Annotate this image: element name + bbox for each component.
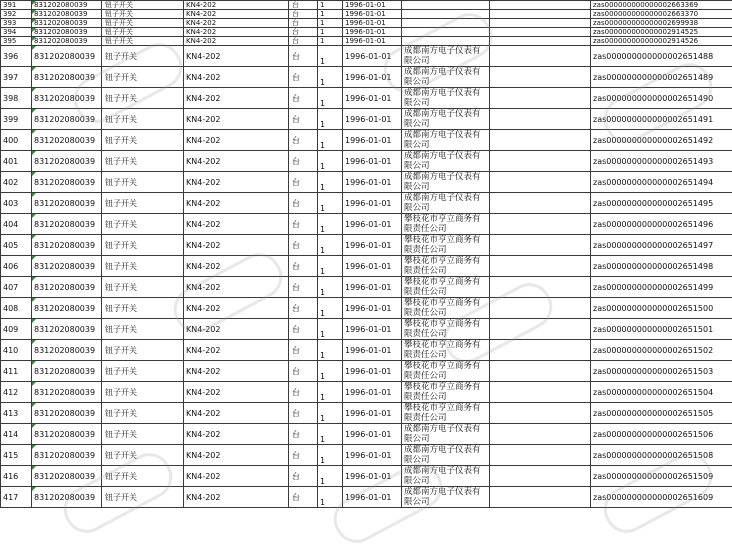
manufacturer-cell[interactable]: 攀枝花市亨立商务有限责任公司 xyxy=(402,403,490,424)
row-number[interactable]: 400 xyxy=(1,130,32,151)
asset-id-cell[interactable]: zas000000000000002663369 xyxy=(591,1,732,10)
manufacturer-cell[interactable] xyxy=(402,37,490,46)
unit-cell[interactable]: 台 xyxy=(289,172,318,193)
asset-id-cell[interactable]: zas000000000000002663370 xyxy=(591,10,732,19)
item-model[interactable]: KN4-202 xyxy=(184,487,289,508)
item-name[interactable]: 钮子开关 xyxy=(102,109,184,130)
manufacturer-cell[interactable]: 成都南方电子仪表有限公司 xyxy=(402,46,490,67)
date-cell[interactable]: 1996-01-01 xyxy=(343,1,402,10)
date-cell[interactable]: 1996-01-01 xyxy=(343,67,402,88)
asset-id-cell[interactable]: zas000000000000002651503 xyxy=(591,361,732,382)
table-row xyxy=(1,277,732,298)
manufacturer-cell[interactable]: 成都南方电子仪表有限公司 xyxy=(402,67,490,88)
manufacturer-cell[interactable]: 成都南方电子仪表有限公司 xyxy=(402,424,490,445)
table-row xyxy=(1,235,732,256)
item-model[interactable]: KN4-202 xyxy=(184,424,289,445)
item-name[interactable]: 钮子开关 xyxy=(102,28,184,37)
manufacturer-cell[interactable] xyxy=(402,28,490,37)
unit-cell[interactable]: 台 xyxy=(289,235,318,256)
material-code[interactable]: 831202080039 xyxy=(32,1,102,10)
quantity-cell[interactable]: 1 xyxy=(318,88,343,109)
manufacturer-cell[interactable] xyxy=(402,19,490,28)
manufacturer-cell[interactable]: 攀枝花市亨立商务有限责任公司 xyxy=(402,214,490,235)
row-number[interactable]: 403 xyxy=(1,193,32,214)
item-model[interactable]: KN4-202 xyxy=(184,361,289,382)
quantity-cell[interactable]: 1 xyxy=(318,46,343,67)
manufacturer-cell[interactable]: 攀枝花市亨立商务有限责任公司 xyxy=(402,361,490,382)
material-code[interactable]: 831202080039 xyxy=(32,487,102,508)
quantity-cell[interactable]: 1 xyxy=(318,403,343,424)
empty-cell[interactable] xyxy=(490,235,591,256)
table-row xyxy=(1,10,732,19)
empty-cell[interactable] xyxy=(490,214,591,235)
table-row xyxy=(1,37,732,46)
row-number[interactable]: 409 xyxy=(1,319,32,340)
table-row xyxy=(1,1,732,10)
date-cell[interactable]: 1996-01-01 xyxy=(343,37,402,46)
manufacturer-cell[interactable]: 攀枝花市亨立商务有限责任公司 xyxy=(402,319,490,340)
item-model[interactable]: KN4-202 xyxy=(184,172,289,193)
quantity-cell[interactable]: 1 xyxy=(318,340,343,361)
asset-id-cell[interactable]: zas000000000000002651504 xyxy=(591,382,732,403)
table-row xyxy=(1,319,732,340)
item-model[interactable]: KN4-202 xyxy=(184,109,289,130)
date-cell[interactable]: 1996-01-01 xyxy=(343,298,402,319)
quantity-cell[interactable]: 1 xyxy=(318,193,343,214)
unit-cell[interactable]: 台 xyxy=(289,46,318,67)
manufacturer-cell[interactable]: 成都南方电子仪表有限公司 xyxy=(402,109,490,130)
item-name[interactable]: 钮子开关 xyxy=(102,319,184,340)
row-number[interactable]: 395 xyxy=(1,37,32,46)
row-number[interactable]: 394 xyxy=(1,28,32,37)
unit-cell[interactable]: 台 xyxy=(289,298,318,319)
quantity-cell[interactable]: 1 xyxy=(318,109,343,130)
empty-cell[interactable] xyxy=(490,382,591,403)
unit-cell[interactable]: 台 xyxy=(289,319,318,340)
item-name[interactable]: 钮子开关 xyxy=(102,361,184,382)
item-model[interactable]: KN4-202 xyxy=(184,130,289,151)
asset-id-cell[interactable]: zas000000000000002914525 xyxy=(591,28,732,37)
empty-cell[interactable] xyxy=(490,172,591,193)
manufacturer-cell[interactable] xyxy=(402,1,490,10)
empty-cell[interactable] xyxy=(490,109,591,130)
date-cell[interactable]: 1996-01-01 xyxy=(343,487,402,508)
row-number[interactable]: 406 xyxy=(1,256,32,277)
asset-id-cell[interactable]: zas000000000000002651501 xyxy=(591,319,732,340)
date-cell[interactable]: 1996-01-01 xyxy=(343,130,402,151)
date-cell[interactable]: 1996-01-01 xyxy=(343,10,402,19)
item-model[interactable]: KN4-202 xyxy=(184,277,289,298)
item-model[interactable]: KN4-202 xyxy=(184,28,289,37)
quantity-cell[interactable]: 1 xyxy=(318,1,343,10)
unit-cell[interactable]: 台 xyxy=(289,10,318,19)
row-number[interactable]: 405 xyxy=(1,235,32,256)
material-code[interactable]: 831202080039 xyxy=(32,424,102,445)
table-row xyxy=(1,382,732,403)
unit-cell[interactable]: 台 xyxy=(289,88,318,109)
material-code[interactable]: 831202080039 xyxy=(32,37,102,46)
asset-id-cell[interactable]: zas000000000000002651492 xyxy=(591,130,732,151)
empty-cell[interactable] xyxy=(490,193,591,214)
quantity-cell[interactable]: 1 xyxy=(318,235,343,256)
row-number[interactable]: 414 xyxy=(1,424,32,445)
row-number[interactable]: 408 xyxy=(1,298,32,319)
item-name[interactable]: 钮子开关 xyxy=(102,445,184,466)
date-cell[interactable]: 1996-01-01 xyxy=(343,88,402,109)
unit-cell[interactable]: 台 xyxy=(289,445,318,466)
quantity-cell[interactable]: 1 xyxy=(318,487,343,508)
date-cell[interactable]: 1996-01-01 xyxy=(343,28,402,37)
table-row xyxy=(1,109,732,130)
item-model[interactable]: KN4-202 xyxy=(184,235,289,256)
item-name[interactable]: 钮子开关 xyxy=(102,466,184,487)
unit-cell[interactable]: 台 xyxy=(289,277,318,298)
item-name[interactable]: 钮子开关 xyxy=(102,298,184,319)
manufacturer-cell[interactable]: 攀枝花市亨立商务有限责任公司 xyxy=(402,298,490,319)
empty-cell[interactable] xyxy=(490,37,591,46)
material-code[interactable]: 831202080039 xyxy=(32,193,102,214)
empty-cell[interactable] xyxy=(490,487,591,508)
material-code[interactable]: 831202080039 xyxy=(32,235,102,256)
item-name[interactable]: 钮子开关 xyxy=(102,340,184,361)
empty-cell[interactable] xyxy=(490,67,591,88)
item-model[interactable]: KN4-202 xyxy=(184,445,289,466)
unit-cell[interactable]: 台 xyxy=(289,28,318,37)
date-cell[interactable]: 1996-01-01 xyxy=(343,445,402,466)
table-row xyxy=(1,340,732,361)
quantity-cell[interactable]: 1 xyxy=(318,361,343,382)
manufacturer-cell[interactable]: 成都南方电子仪表有限公司 xyxy=(402,130,490,151)
asset-id-cell[interactable]: zas000000000000002651488 xyxy=(591,46,732,67)
item-model[interactable]: KN4-202 xyxy=(184,1,289,10)
material-code[interactable]: 831202080039 xyxy=(32,19,102,28)
asset-id-cell[interactable]: zas000000000000002651490 xyxy=(591,88,732,109)
material-code[interactable]: 831202080039 xyxy=(32,256,102,277)
date-cell[interactable]: 1996-01-01 xyxy=(343,466,402,487)
item-name[interactable]: 钮子开关 xyxy=(102,130,184,151)
item-model[interactable]: KN4-202 xyxy=(184,37,289,46)
asset-id-cell[interactable]: zas000000000000002651497 xyxy=(591,235,732,256)
table-row xyxy=(1,193,732,214)
item-name[interactable]: 钮子开关 xyxy=(102,214,184,235)
manufacturer-cell[interactable]: 攀枝花市亨立商务有限责任公司 xyxy=(402,382,490,403)
empty-cell[interactable] xyxy=(490,256,591,277)
row-number[interactable]: 401 xyxy=(1,151,32,172)
row-number[interactable]: 392 xyxy=(1,10,32,19)
row-number[interactable]: 399 xyxy=(1,109,32,130)
unit-cell[interactable]: 台 xyxy=(289,487,318,508)
table-row xyxy=(1,130,732,151)
empty-cell[interactable] xyxy=(490,466,591,487)
asset-id-cell[interactable]: zas000000000000002651506 xyxy=(591,424,732,445)
unit-cell[interactable]: 台 xyxy=(289,403,318,424)
material-code[interactable]: 831202080039 xyxy=(32,361,102,382)
asset-id-cell[interactable]: zas000000000000002651609 xyxy=(591,487,732,508)
quantity-cell[interactable]: 1 xyxy=(318,214,343,235)
unit-cell[interactable]: 台 xyxy=(289,424,318,445)
manufacturer-cell[interactable] xyxy=(402,10,490,19)
empty-cell[interactable] xyxy=(490,10,591,19)
unit-cell[interactable]: 台 xyxy=(289,256,318,277)
asset-id-cell[interactable]: zas000000000000002651499 xyxy=(591,277,732,298)
manufacturer-cell[interactable]: 攀枝花市亨立商务有限责任公司 xyxy=(402,235,490,256)
empty-cell[interactable] xyxy=(490,403,591,424)
asset-id-cell[interactable]: zas000000000000002651505 xyxy=(591,403,732,424)
asset-id-cell[interactable]: zas000000000000002651493 xyxy=(591,151,732,172)
item-name[interactable]: 钮子开关 xyxy=(102,37,184,46)
row-number[interactable]: 404 xyxy=(1,214,32,235)
quantity-cell[interactable]: 1 xyxy=(318,172,343,193)
item-model[interactable]: KN4-202 xyxy=(184,466,289,487)
table-row xyxy=(1,256,732,277)
asset-id-cell[interactable]: zas000000000000002651495 xyxy=(591,193,732,214)
material-code[interactable]: 831202080039 xyxy=(32,28,102,37)
item-model[interactable]: KN4-202 xyxy=(184,256,289,277)
item-name[interactable]: 钮子开关 xyxy=(102,487,184,508)
manufacturer-cell[interactable]: 成都南方电子仪表有限公司 xyxy=(402,151,490,172)
empty-cell[interactable] xyxy=(490,88,591,109)
table-row xyxy=(1,466,732,487)
date-cell[interactable]: 1996-01-01 xyxy=(343,151,402,172)
table-row xyxy=(1,214,732,235)
empty-cell[interactable] xyxy=(490,130,591,151)
row-number[interactable]: 402 xyxy=(1,172,32,193)
row-number[interactable]: 410 xyxy=(1,340,32,361)
quantity-cell[interactable]: 1 xyxy=(318,28,343,37)
material-code[interactable]: 831202080039 xyxy=(32,277,102,298)
table-row xyxy=(1,151,732,172)
table-row xyxy=(1,67,732,88)
date-cell[interactable]: 1996-01-01 xyxy=(343,403,402,424)
material-code[interactable]: 831202080039 xyxy=(32,466,102,487)
quantity-cell[interactable]: 1 xyxy=(318,256,343,277)
unit-cell[interactable]: 台 xyxy=(289,193,318,214)
material-code[interactable]: 831202080039 xyxy=(32,298,102,319)
quantity-cell[interactable]: 1 xyxy=(318,130,343,151)
date-cell[interactable]: 1996-01-01 xyxy=(343,424,402,445)
asset-id-cell[interactable]: zas000000000000002651494 xyxy=(591,172,732,193)
quantity-cell[interactable]: 1 xyxy=(318,10,343,19)
asset-id-cell[interactable]: zas000000000000002651502 xyxy=(591,340,732,361)
item-model[interactable]: KN4-202 xyxy=(184,214,289,235)
empty-cell[interactable] xyxy=(490,319,591,340)
date-cell[interactable]: 1996-01-01 xyxy=(343,256,402,277)
row-number[interactable]: 393 xyxy=(1,19,32,28)
unit-cell[interactable]: 台 xyxy=(289,151,318,172)
empty-cell[interactable] xyxy=(490,28,591,37)
date-cell[interactable]: 1996-01-01 xyxy=(343,172,402,193)
quantity-cell[interactable]: 1 xyxy=(318,37,343,46)
manufacturer-cell[interactable]: 成都南方电子仪表有限公司 xyxy=(402,172,490,193)
item-name[interactable]: 钮子开关 xyxy=(102,1,184,10)
table-row xyxy=(1,445,732,466)
empty-cell[interactable] xyxy=(490,277,591,298)
row-number[interactable]: 397 xyxy=(1,67,32,88)
table-row xyxy=(1,28,732,37)
quantity-cell[interactable]: 1 xyxy=(318,151,343,172)
material-code[interactable]: 831202080039 xyxy=(32,88,102,109)
row-number[interactable]: 391 xyxy=(1,1,32,10)
row-number[interactable]: 412 xyxy=(1,382,32,403)
date-cell[interactable]: 1996-01-01 xyxy=(343,340,402,361)
item-model[interactable]: KN4-202 xyxy=(184,67,289,88)
unit-cell[interactable]: 台 xyxy=(289,214,318,235)
asset-id-cell[interactable]: zas000000000000002914526 xyxy=(591,37,732,46)
empty-cell[interactable] xyxy=(490,46,591,67)
item-name[interactable]: 钮子开关 xyxy=(102,403,184,424)
item-model[interactable]: KN4-202 xyxy=(184,193,289,214)
material-code[interactable]: 831202080039 xyxy=(32,109,102,130)
table-row xyxy=(1,403,732,424)
item-name[interactable]: 钮子开关 xyxy=(102,235,184,256)
date-cell[interactable]: 1996-01-01 xyxy=(343,214,402,235)
item-name[interactable]: 钮子开关 xyxy=(102,424,184,445)
item-name[interactable]: 钮子开关 xyxy=(102,382,184,403)
material-code[interactable]: 831202080039 xyxy=(32,319,102,340)
asset-id-cell[interactable]: zas000000000000002651491 xyxy=(591,109,732,130)
empty-cell[interactable] xyxy=(490,151,591,172)
empty-cell[interactable] xyxy=(490,1,591,10)
manufacturer-cell[interactable]: 攀枝花市亨立商务有限责任公司 xyxy=(402,340,490,361)
material-code[interactable]: 831202080039 xyxy=(32,403,102,424)
row-number[interactable]: 407 xyxy=(1,277,32,298)
quantity-cell[interactable]: 1 xyxy=(318,319,343,340)
item-name[interactable]: 钮子开关 xyxy=(102,10,184,19)
table-row xyxy=(1,487,732,508)
item-name[interactable]: 钮子开关 xyxy=(102,151,184,172)
unit-cell[interactable]: 台 xyxy=(289,361,318,382)
manufacturer-cell[interactable]: 攀枝花市亨立商务有限责任公司 xyxy=(402,256,490,277)
manufacturer-cell[interactable]: 成都南方电子仪表有限公司 xyxy=(402,193,490,214)
asset-id-cell[interactable]: zas000000000000002651509 xyxy=(591,466,732,487)
quantity-cell[interactable]: 1 xyxy=(318,466,343,487)
item-name[interactable]: 钮子开关 xyxy=(102,193,184,214)
material-code[interactable]: 831202080039 xyxy=(32,46,102,67)
unit-cell[interactable]: 台 xyxy=(289,109,318,130)
item-name[interactable]: 钮子开关 xyxy=(102,277,184,298)
row-number[interactable]: 396 xyxy=(1,46,32,67)
table-body xyxy=(1,1,732,508)
empty-cell[interactable] xyxy=(490,298,591,319)
row-number[interactable]: 398 xyxy=(1,88,32,109)
item-model[interactable]: KN4-202 xyxy=(184,151,289,172)
item-name[interactable]: 钮子开关 xyxy=(102,67,184,88)
quantity-cell[interactable]: 1 xyxy=(318,277,343,298)
date-cell[interactable]: 1996-01-01 xyxy=(343,46,402,67)
material-code[interactable]: 831202080039 xyxy=(32,172,102,193)
material-code[interactable]: 831202080039 xyxy=(32,445,102,466)
item-model[interactable]: KN4-202 xyxy=(184,10,289,19)
manufacturer-cell[interactable]: 成都南方电子仪表有限公司 xyxy=(402,88,490,109)
material-code[interactable]: 831202080039 xyxy=(32,67,102,88)
date-cell[interactable]: 1996-01-01 xyxy=(343,319,402,340)
asset-id-cell[interactable]: zas000000000000002651498 xyxy=(591,256,732,277)
manufacturer-cell[interactable]: 攀枝花市亨立商务有限责任公司 xyxy=(402,277,490,298)
item-name[interactable]: 钮子开关 xyxy=(102,19,184,28)
unit-cell[interactable]: 台 xyxy=(289,67,318,88)
date-cell[interactable]: 1996-01-01 xyxy=(343,19,402,28)
material-code[interactable]: 831202080039 xyxy=(32,151,102,172)
row-number[interactable]: 415 xyxy=(1,445,32,466)
quantity-cell[interactable]: 1 xyxy=(318,445,343,466)
row-number[interactable]: 413 xyxy=(1,403,32,424)
item-model[interactable]: KN4-202 xyxy=(184,19,289,28)
empty-cell[interactable] xyxy=(490,361,591,382)
table-row xyxy=(1,424,732,445)
material-code[interactable]: 831202080039 xyxy=(32,130,102,151)
row-number[interactable]: 417 xyxy=(1,487,32,508)
material-code[interactable]: 831202080039 xyxy=(32,214,102,235)
row-number[interactable]: 416 xyxy=(1,466,32,487)
unit-cell[interactable]: 台 xyxy=(289,37,318,46)
item-model[interactable]: KN4-202 xyxy=(184,88,289,109)
empty-cell[interactable] xyxy=(490,340,591,361)
manufacturer-cell[interactable]: 成都南方电子仪表有限公司 xyxy=(402,445,490,466)
material-code[interactable]: 831202080039 xyxy=(32,10,102,19)
quantity-cell[interactable]: 1 xyxy=(318,424,343,445)
unit-cell[interactable]: 台 xyxy=(289,19,318,28)
empty-cell[interactable] xyxy=(490,424,591,445)
item-model[interactable]: KN4-202 xyxy=(184,382,289,403)
date-cell[interactable]: 1996-01-01 xyxy=(343,235,402,256)
date-cell[interactable]: 1996-01-01 xyxy=(343,277,402,298)
item-model[interactable]: KN4-202 xyxy=(184,298,289,319)
empty-cell[interactable] xyxy=(490,445,591,466)
item-name[interactable]: 钮子开关 xyxy=(102,172,184,193)
item-name[interactable]: 钮子开关 xyxy=(102,256,184,277)
row-number[interactable]: 411 xyxy=(1,361,32,382)
quantity-cell[interactable]: 1 xyxy=(318,298,343,319)
quantity-cell[interactable]: 1 xyxy=(318,19,343,28)
asset-id-cell[interactable]: zas000000000000002651508 xyxy=(591,445,732,466)
quantity-cell[interactable]: 1 xyxy=(318,67,343,88)
item-model[interactable]: KN4-202 xyxy=(184,46,289,67)
unit-cell[interactable]: 台 xyxy=(289,130,318,151)
material-code[interactable]: 831202080039 xyxy=(32,340,102,361)
quantity-cell[interactable]: 1 xyxy=(318,382,343,403)
material-code[interactable]: 831202080039 xyxy=(32,382,102,403)
date-cell[interactable]: 1996-01-01 xyxy=(343,109,402,130)
unit-cell[interactable]: 台 xyxy=(289,340,318,361)
unit-cell[interactable]: 台 xyxy=(289,1,318,10)
table-row xyxy=(1,361,732,382)
table-row xyxy=(1,46,732,67)
item-model[interactable]: KN4-202 xyxy=(184,403,289,424)
unit-cell[interactable]: 台 xyxy=(289,382,318,403)
table-row xyxy=(1,298,732,319)
asset-id-cell[interactable]: zas000000000000002651489 xyxy=(591,67,732,88)
asset-id-cell[interactable]: zas000000000000002651496 xyxy=(591,214,732,235)
empty-cell[interactable] xyxy=(490,19,591,28)
asset-id-cell[interactable]: zas000000000000002651500 xyxy=(591,298,732,319)
item-name[interactable]: 钮子开关 xyxy=(102,46,184,67)
item-model[interactable]: KN4-202 xyxy=(184,319,289,340)
date-cell[interactable]: 1996-01-01 xyxy=(343,193,402,214)
table-row xyxy=(1,19,732,28)
date-cell[interactable]: 1996-01-01 xyxy=(343,361,402,382)
item-name[interactable]: 钮子开关 xyxy=(102,88,184,109)
item-model[interactable]: KN4-202 xyxy=(184,340,289,361)
manufacturer-cell[interactable]: 成都南方电子仪表有限公司 xyxy=(402,466,490,487)
date-cell[interactable]: 1996-01-01 xyxy=(343,382,402,403)
unit-cell[interactable]: 台 xyxy=(289,466,318,487)
asset-id-cell[interactable]: zas000000000000002699938 xyxy=(591,19,732,28)
manufacturer-cell[interactable]: 成都南方电子仪表有限公司 xyxy=(402,487,490,508)
table-row xyxy=(1,172,732,193)
table-row xyxy=(1,88,732,109)
